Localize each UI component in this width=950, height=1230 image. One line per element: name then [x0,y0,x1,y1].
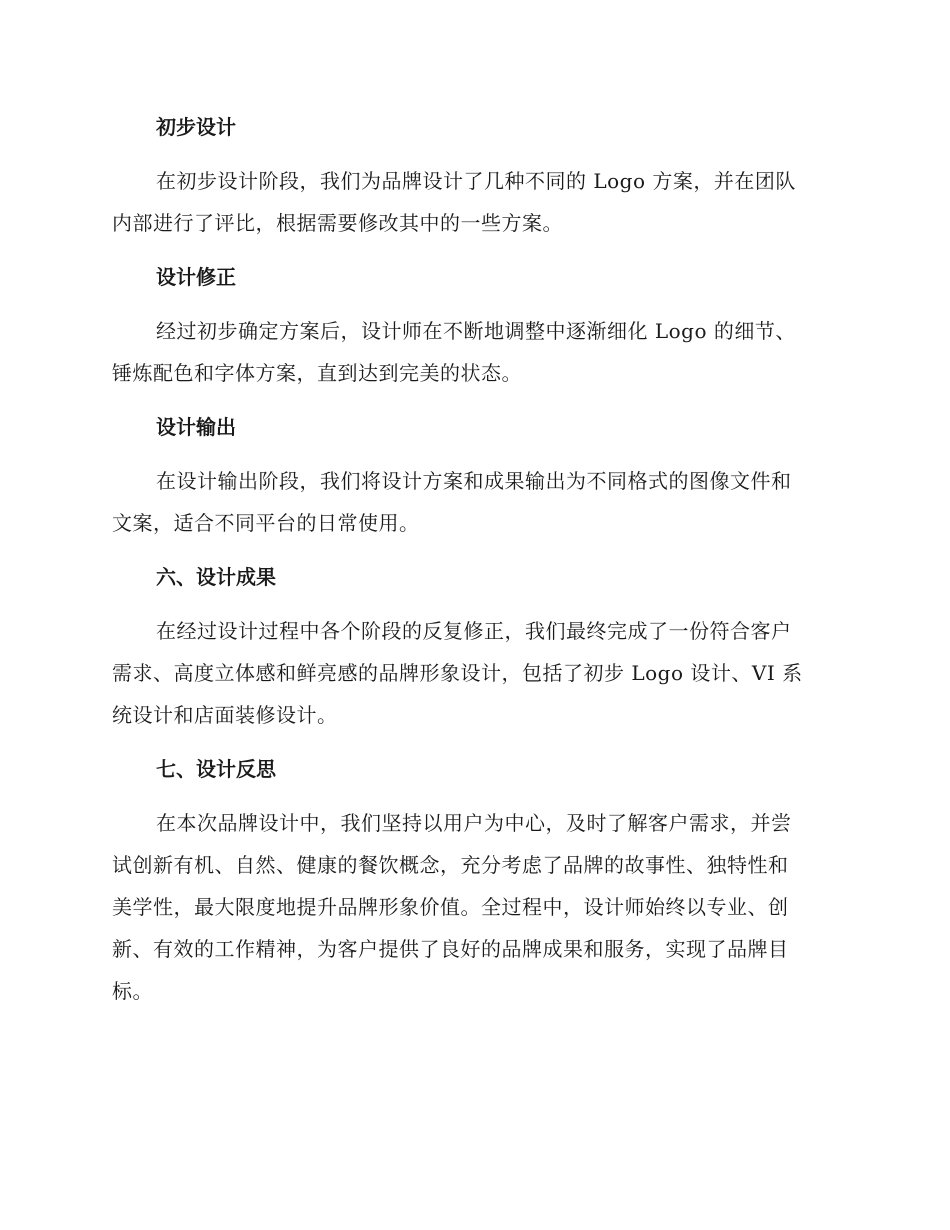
paragraph-line: 锤炼配色和字体方案，直到达到完美的状态。 [112,361,522,385]
paragraph-line: 美学性，最大限度地提升品牌形象价值。全过程中，设计师始终以专业、创 [112,895,789,919]
paragraph-line: 试创新有机、自然、健康的餐饮概念，充分考虑了品牌的故事性、独特性和 [112,853,789,877]
paragraph-line: 需求、高度立体感和鲜亮感的品牌形象设计，包括了初步 Logo 设计、VI 系 [112,661,803,685]
paragraph-line: 在经过设计过程中各个阶段的反复修正，我们最终完成了一份符合客户 [156,619,792,643]
paragraph-line: 经过初步确定方案后，设计师在不断地调整中逐渐细化 Logo 的细节、 [156,319,796,343]
paragraph-line: 在初步设计阶段，我们为品牌设计了几种不同的 Logo 方案，并在团队 [156,169,796,193]
paragraph-line: 在本次品牌设计中，我们坚持以用户为中心，及时了解客户需求，并尝 [156,811,792,835]
paragraph-design-output [112,460,832,544]
document-page [112,108,832,1012]
paragraph-line: 统设计和店面装修设计。 [112,703,338,727]
section-heading-design-reflection: 七、设计反思 [156,757,276,781]
paragraph-design-reflection [112,802,832,1012]
section-heading-design-output: 设计输出 [156,415,236,439]
paragraph-line: 在设计输出阶段，我们将设计方案和成果输出为不同格式的图像文件和 [156,469,792,493]
paragraph-line: 标。 [112,979,153,1003]
paragraph-design-revision [112,310,832,394]
paragraph-initial-design [112,160,832,244]
paragraph-line: 文案，适合不同平台的日常使用。 [112,511,420,535]
paragraph-line: 新、有效的工作精神，为客户提供了良好的品牌成果和服务，实现了品牌目 [112,937,789,961]
section-heading-design-results: 六、设计成果 [156,565,276,589]
paragraph-line: 内部进行了评比，根据需要修改其中的一些方案。 [112,211,563,235]
paragraph-design-results [112,610,832,736]
section-heading-design-revision: 设计修正 [156,265,236,289]
section-heading-initial-design: 初步设计 [156,115,236,139]
